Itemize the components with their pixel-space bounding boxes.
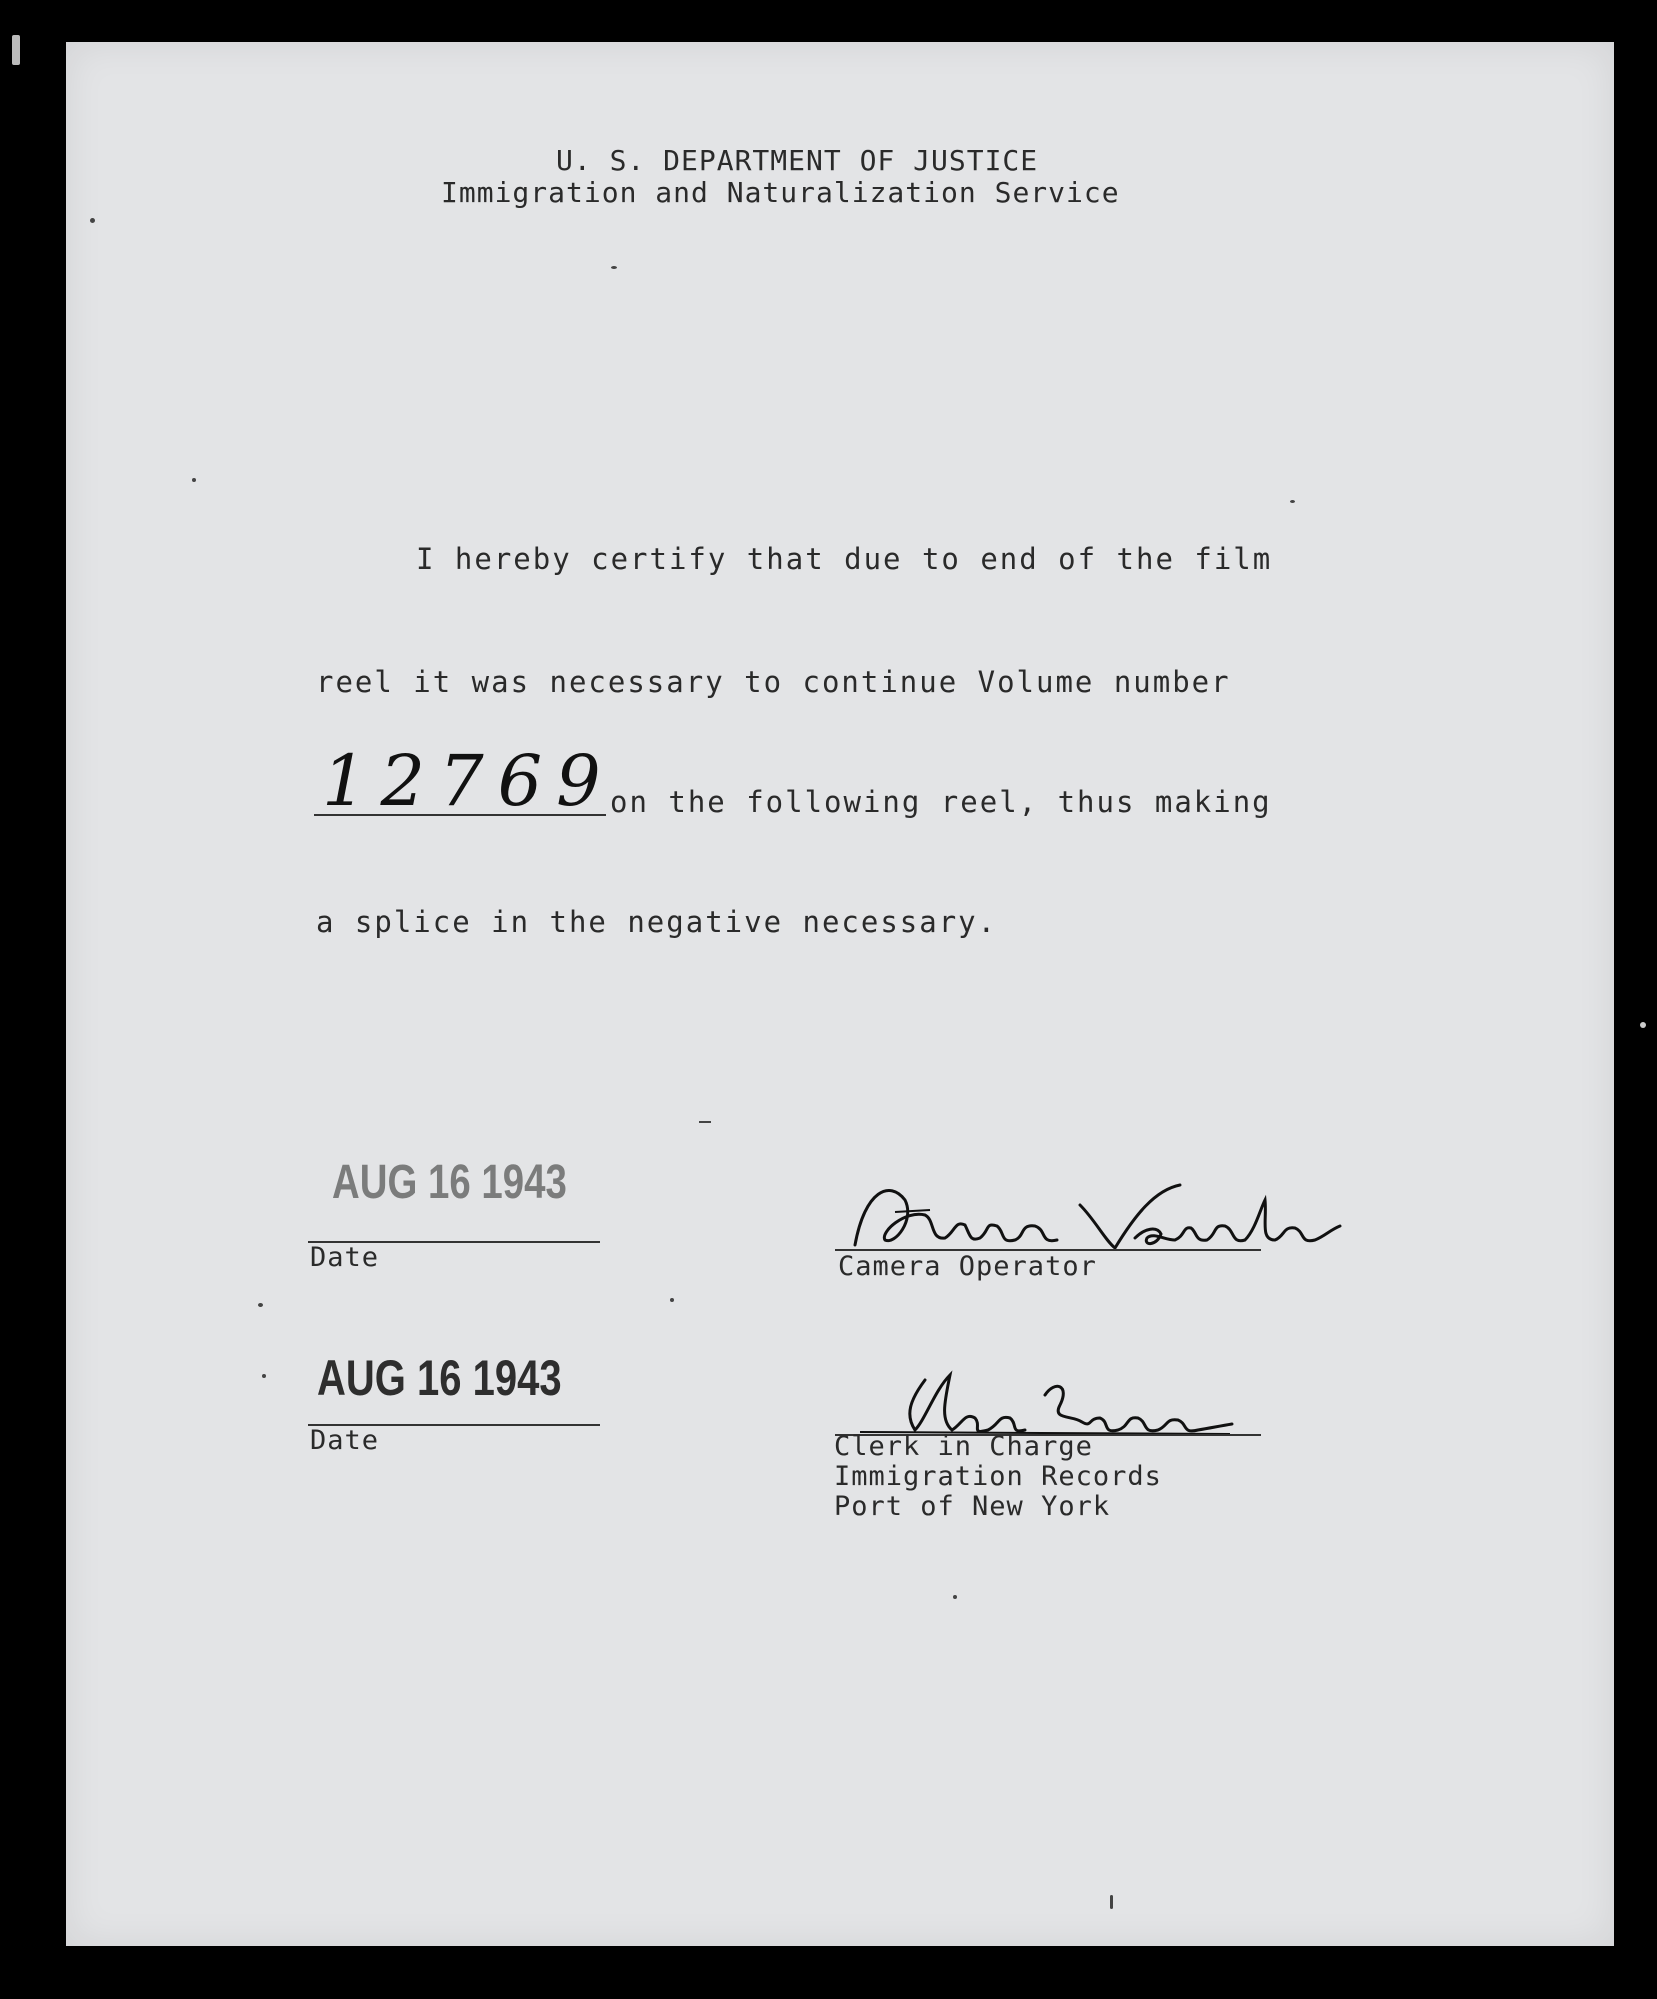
scan-speck [1640,1022,1646,1028]
clerk-role-line-3: Port of New York [834,1491,1111,1522]
scan-speck [699,1121,711,1123]
certificate-line-2: reel it was necessary to continue Volume number [316,665,1231,699]
volume-number-underline [314,814,606,816]
clerk-role-line-1: Clerk in Charge [834,1431,1093,1462]
scan-speck [1110,1895,1113,1909]
scan-speck [258,1303,263,1307]
scan-speck [670,1298,674,1302]
department-heading: U. S. DEPARTMENT OF JUSTICE [556,144,1039,177]
date-label-camera: Date [310,1242,380,1273]
scan-speck [953,1595,957,1599]
scan-speck [192,478,196,482]
date-stamp-camera: AUG 16 1943 [332,1156,567,1209]
date-stamp-clerk: AUG 16 1943 [317,1350,562,1406]
service-heading: Immigration and Naturalization Service [441,176,1120,209]
certificate-line-1: I hereby certify that due to end of the film [416,542,1273,576]
clerk-role-line-2: Immigration Records [834,1461,1162,1492]
camera-operator-label: Camera Operator [838,1251,1097,1282]
scan-speck [12,35,20,65]
scan-speck [262,1374,266,1378]
document-sheet [66,42,1614,1946]
scan-speck [611,266,617,269]
certificate-line-4: a splice in the negative necessary. [316,905,998,939]
volume-number-handwritten: 12769 [322,740,615,822]
certificate-line-3: on the following reel, thus making [610,785,1272,819]
scan-speck [90,218,95,223]
scan-speck [1290,500,1295,503]
date-label-clerk: Date [310,1425,380,1456]
